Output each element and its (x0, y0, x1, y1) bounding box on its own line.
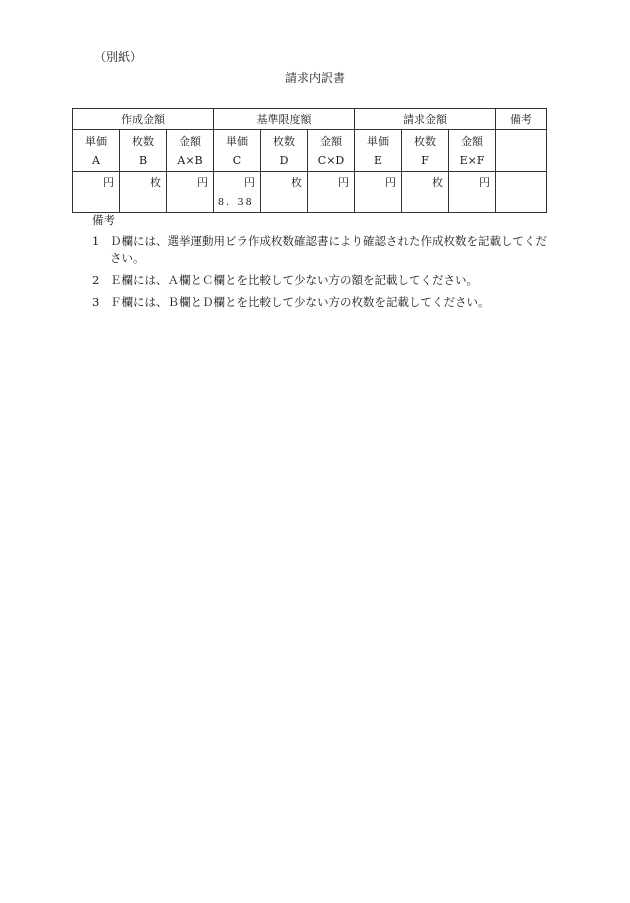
subheader-cell: 単価 A (73, 130, 120, 172)
note-text: Ｄ欄には、選挙運動用ビラ作成枚数確認書により確認された作成枚数を記載してください。 (110, 234, 547, 265)
value-cell: 枚 (120, 172, 167, 213)
subheader-row (73, 130, 547, 172)
subheader-cell: 枚数 D (261, 130, 308, 172)
subheader-cell: 枚数 F (402, 130, 449, 172)
limit-unit-price: 8．38 (218, 197, 254, 208)
note-item (92, 294, 552, 311)
subheader-cell: 金額 E×F (449, 130, 496, 172)
subheader-cell: 金額 C×D (308, 130, 355, 172)
note-text: Ｅ欄には、Ａ欄とＣ欄とを比較して少ない方の額を記載してください。 (110, 273, 478, 287)
notes-heading: 備考 (92, 213, 115, 227)
billing-breakdown-table (72, 108, 547, 213)
note-number: 1 (92, 234, 100, 248)
attachment-label: （別紙） (94, 50, 143, 64)
group-claim-amount: 請求金額 (355, 109, 496, 130)
group-header-row (73, 109, 547, 130)
remarks-value-cell (496, 172, 547, 213)
subheader-cell: 枚数 B (120, 130, 167, 172)
subheader-cell: 単価 C (214, 130, 261, 172)
group-production-amount: 作成金額 (73, 109, 214, 130)
note-text: Ｆ欄には、Ｂ欄とＤ欄とを比較して少ない方の枚数を記載してください。 (110, 295, 490, 309)
value-cell: 円 (167, 172, 214, 213)
note-number: 2 (92, 273, 100, 287)
note-item (92, 272, 552, 289)
value-cell: 円 (308, 172, 355, 213)
value-row (73, 172, 547, 213)
value-cell: 枚 (402, 172, 449, 213)
document-title: 請求内訳書 (284, 71, 345, 85)
group-standard-limit: 基準限度額 (214, 109, 355, 130)
note-item (92, 233, 552, 267)
notes-section (92, 212, 552, 316)
subheader-cell: 金額 A×B (167, 130, 214, 172)
remarks-header-cell (496, 130, 547, 172)
value-cell: 枚 (261, 172, 308, 213)
value-cell: 円 (355, 172, 402, 213)
value-cell: 円 8．38 (214, 172, 261, 213)
value-cell: 円 (73, 172, 120, 213)
group-remarks: 備考 (496, 109, 547, 130)
note-number: 3 (92, 295, 100, 309)
subheader-cell: 単価 E (355, 130, 402, 172)
value-cell: 円 (449, 172, 496, 213)
